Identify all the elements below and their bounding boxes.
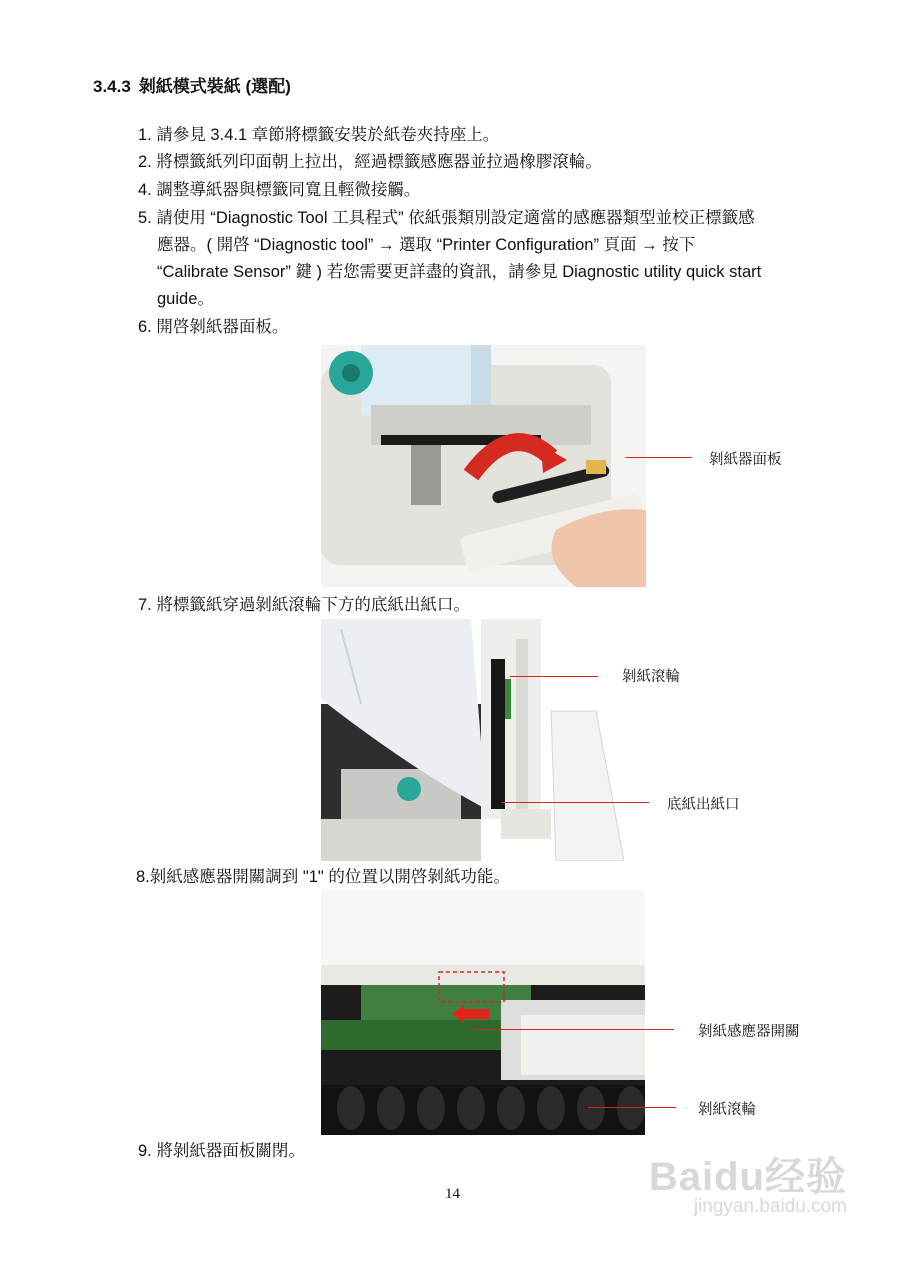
step-5-line-4: guide。 [157,290,214,308]
leader-line-peel-roller [510,676,598,677]
step-7: 7. 將標籤紙穿過剝紙滾輪下方的底紙出紙口。 [138,596,470,614]
step-5-line-1: 5. 請使用 “Diagnostic Tool 工具程式” 依紙張類別設定適當的感應器類型並校正標籤感 [138,209,755,227]
callout-peel-roller-2: 剝紙滾輪 [698,1102,756,1118]
section-title: 剝紙模式裝紙 (選配) [138,77,291,96]
step-5-line-2: 應器。( 開啓 “Diagnostic tool” → 選取 “Printer Configuration” 頁面 → 按下 [157,236,696,254]
watermark-logo: Baidu经验 [648,1155,847,1199]
peel-roller-threading-photo [321,619,624,861]
section-heading [93,72,291,97]
step-9: 9. 將剝紙器面板關閉。 [138,1142,305,1160]
watermark-url: jingyan.baidu.com [693,1196,847,1217]
step-5-line-3: “Calibrate Sensor” 鍵 ) 若您需要更詳盡的資訊，請參見 Diagnostic utility quick start [157,263,762,281]
baidu-watermark [649,1145,847,1218]
leader-line-liner-exit [501,802,649,803]
step-2: 2. 將標籤紙列印面朝上拉出，經過標籤感應器並拉過橡膠滾輪。 [138,153,602,171]
callout-peel-sensor-switch: 剝紙感應器開關 [698,1024,800,1040]
step-4: 4. 調整導紙器與標籤同寬且輕微接觸。 [138,181,421,199]
callout-peel-roller: 剝紙滾輪 [622,669,680,685]
peel-sensor-switch-photo [321,890,645,1135]
step-8: 8.剝紙感應器開關調到 "1" 的位置以開啓剝紙功能。 [136,868,510,886]
step-6: 6. 開啓剝紙器面板。 [138,318,289,336]
callout-peeler-panel: 剝紙器面板 [709,452,782,468]
section-number: 3.4.3 [93,77,131,96]
callout-liner-exit: 底紙出紙口 [667,797,740,813]
page-number: 14 [445,1186,460,1202]
printer-open-peeler-photo [321,345,646,587]
leader-line-peel-sensor-switch [474,1029,674,1030]
leader-line-peel-roller-2 [588,1107,676,1108]
leader-line-peeler-panel [626,457,692,458]
step-1: 1. 請參見 3.4.1 章節將標籤安裝於紙卷夾持座上。 [138,126,500,144]
